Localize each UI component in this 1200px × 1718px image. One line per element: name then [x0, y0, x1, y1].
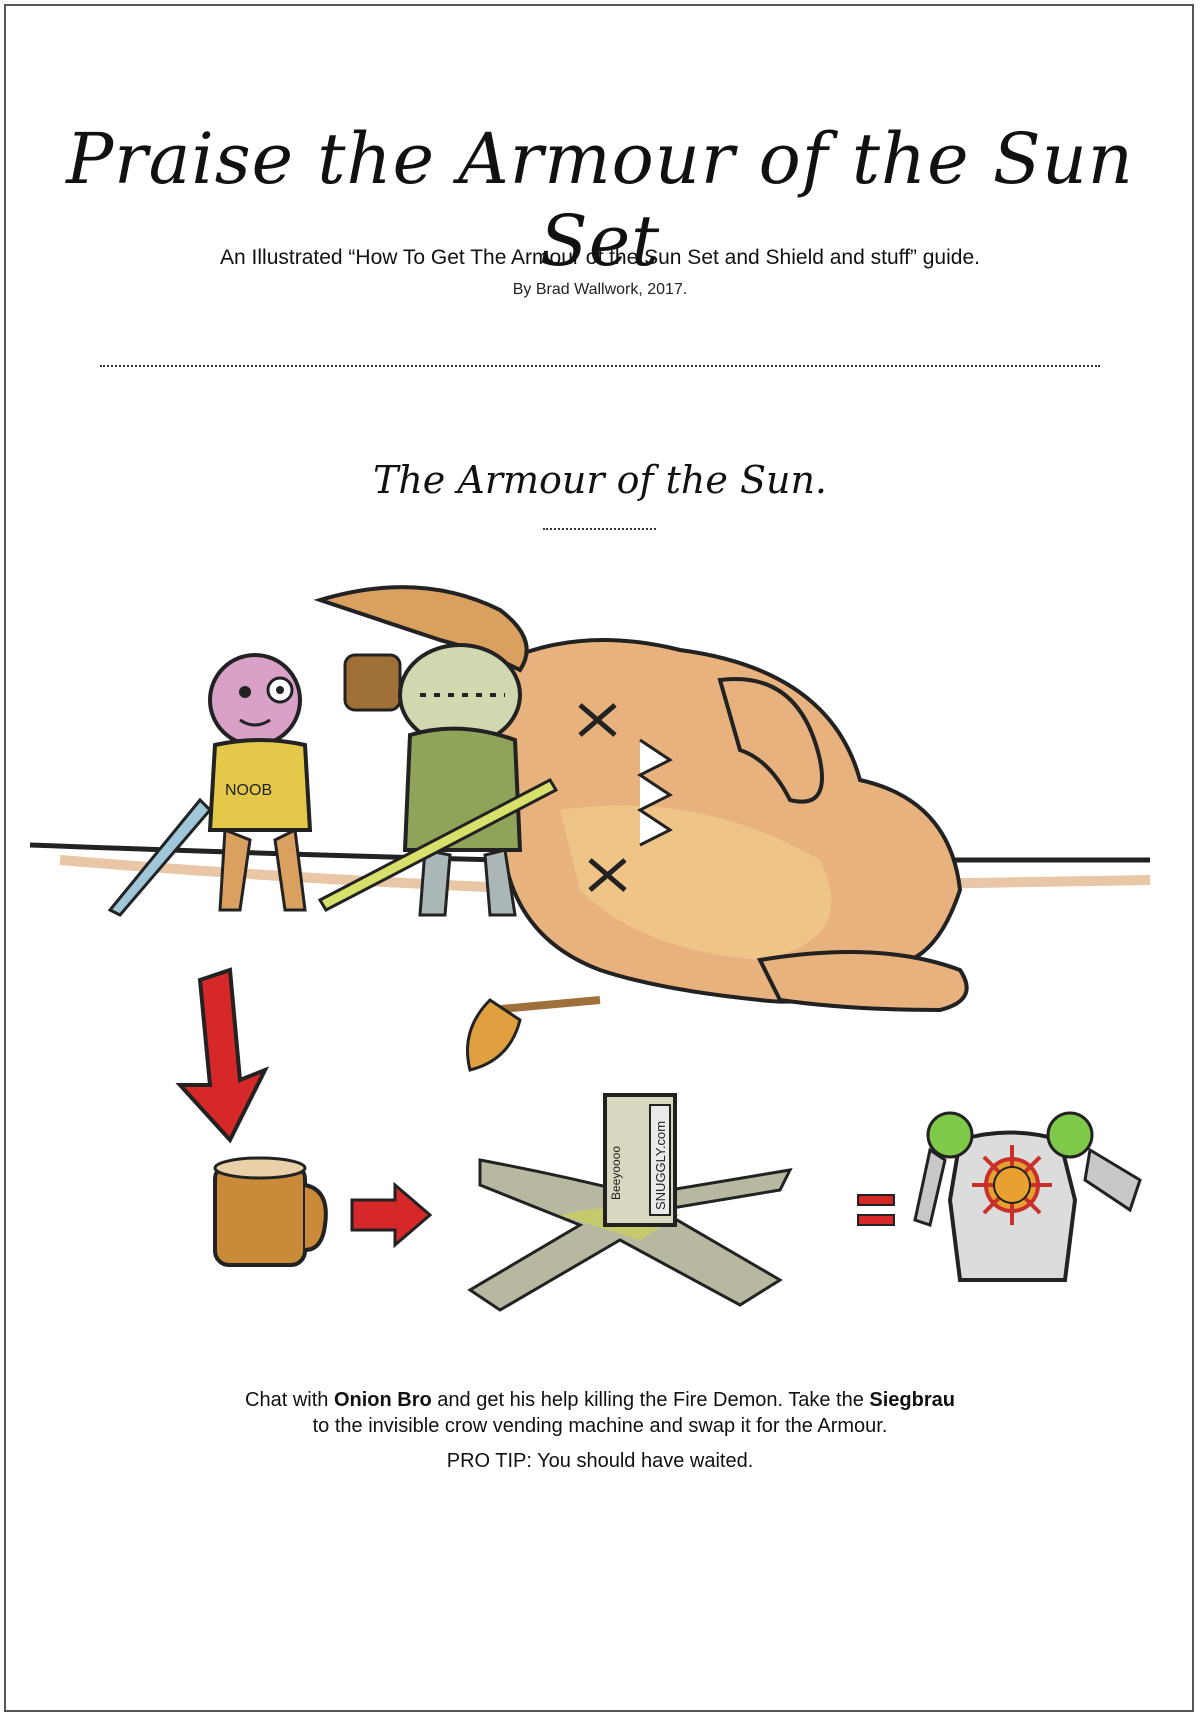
red-arrow-icon [180, 970, 265, 1140]
small-red-arrow-icon [352, 1185, 430, 1245]
pro-tip: PRO TIP: You should have waited. [446, 1450, 754, 1472]
divider [100, 365, 1100, 367]
equals-icon [858, 1195, 894, 1225]
illustration [0, 560, 1200, 1330]
caption-text: Chat with [245, 1389, 334, 1411]
caption-name-siegbrau: Siegbrau [869, 1389, 955, 1411]
section-title: The Armour of the Sun. [372, 458, 827, 502]
caption-line-1 [0, 1387, 1200, 1413]
siegbrau-mug [215, 1158, 326, 1265]
caption-line-2: to the invisible crow vending machine and swap it for the Armour. [312, 1415, 888, 1437]
sun-armour [915, 1113, 1140, 1280]
caption [0, 1387, 1200, 1439]
vending-side-text: Beeyoooo [609, 1145, 623, 1200]
axe [468, 1000, 601, 1070]
caption-text: and get his help killing the Fire Demon. Take the [431, 1389, 870, 1411]
byline: By Brad Wallwork, 2017. [512, 281, 688, 298]
shirt-text: NOOB [225, 782, 273, 799]
page-title: Praise the Armour of the Sun Set [66, 118, 1134, 282]
page-subtitle: An Illustrated “How To Get The Armour of the Sun Set and Shield and stuff” guide. [220, 246, 980, 269]
vending-brand: SNUGGLY.com [653, 1120, 668, 1210]
crow-vending-machine [470, 1095, 790, 1310]
caption-name-onion-bro: Onion Bro [333, 1389, 432, 1411]
section-divider [543, 528, 656, 530]
